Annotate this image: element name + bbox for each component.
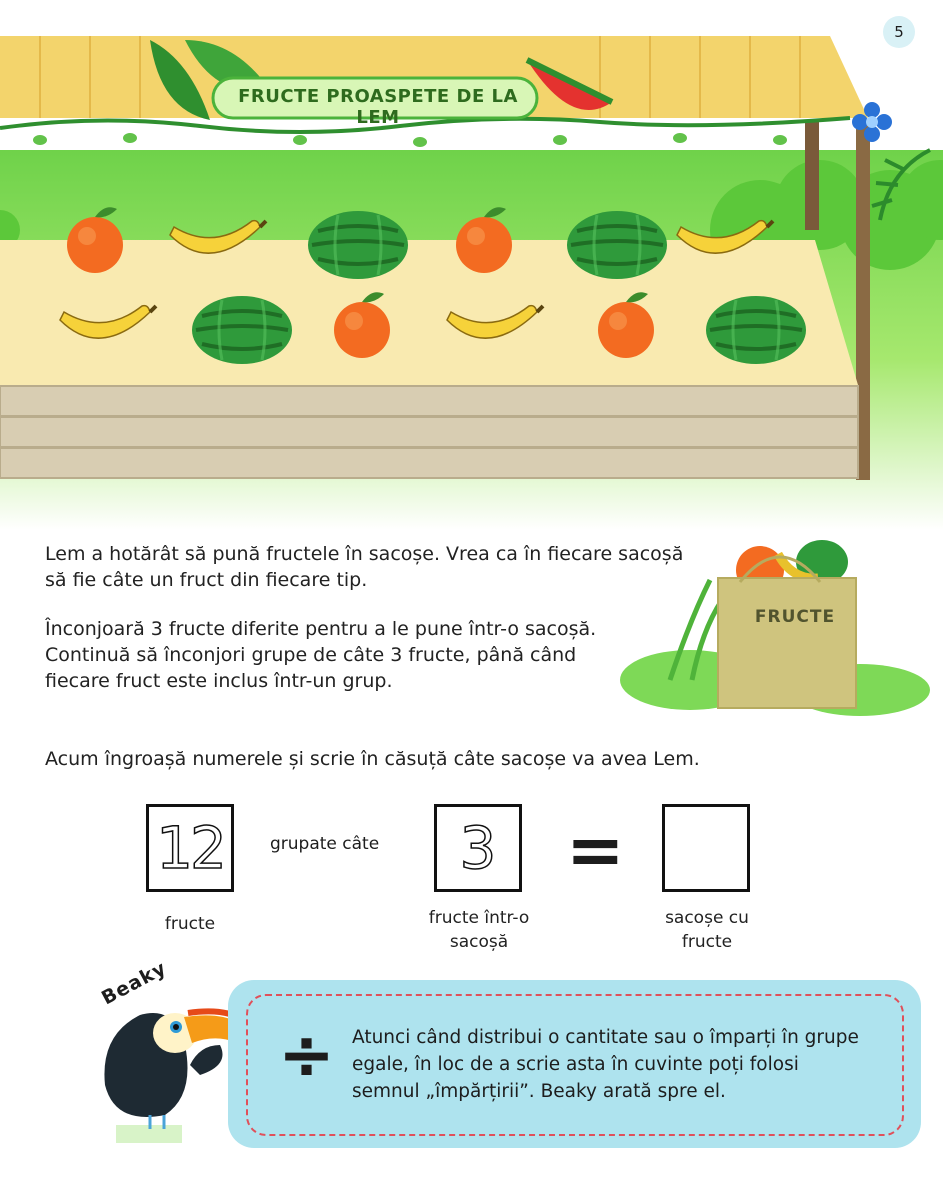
dividend-dotted-number: 12 — [156, 814, 224, 882]
answer-caption-line2: fructe — [681, 932, 733, 952]
fruit-stall-illustration — [0, 0, 943, 530]
page-number: 5 — [883, 16, 915, 48]
equals-sign: = — [566, 809, 625, 891]
fruit-bag — [718, 578, 856, 708]
grouped-by-text: grupate câte — [270, 834, 380, 854]
answer-caption-line1: sacoșe cu — [665, 908, 749, 928]
watermelon-fruit[interactable] — [192, 296, 292, 364]
dividend-caption: fructe — [164, 914, 216, 934]
answer-box[interactable] — [662, 804, 750, 892]
watermelon-fruit[interactable] — [308, 211, 408, 279]
watermelon-fruit[interactable] — [567, 211, 667, 279]
instruction-paragraph-3: Acum îngroașă numerele și scrie în căsuță câte sacoșe va avea Lem. — [45, 748, 700, 770]
stall-planks — [0, 386, 858, 478]
divisor-dotted-number: 3 — [459, 814, 497, 882]
character-name: Beaky — [98, 957, 171, 1010]
instruction-paragraph-1: Lem a hotărât să pună fructele în sacoșe. Vrea ca în fiecare sacoșă să fie câte un fruct din fiecare tip. — [45, 543, 684, 591]
watermelon-fruit[interactable] — [706, 296, 806, 364]
stall-post-back — [805, 120, 819, 230]
answer-value — [665, 807, 747, 889]
divisor-caption-line1: fructe într-o — [428, 908, 530, 928]
stall-sign-text: FRUCTE PROASPETE DE LA LEM — [238, 86, 518, 128]
instruction-paragraph-2: Înconjoară 3 fructe diferite pentru a le pune într-o sacoșă. Continuă să înconjori grupe de câte 3 fructe, până când fiecare fruct este inclus într-un grup. — [45, 618, 597, 692]
dividend-box[interactable] — [146, 804, 234, 892]
divisor-box[interactable] — [434, 804, 522, 892]
division-sign-icon: ÷ — [278, 1016, 335, 1095]
divisor-caption-line2: sacoșă — [449, 932, 509, 952]
info-box-text: Atunci când distribui o cantitate sau o împarți în grupe egale, în loc de a scrie asta în cuvinte poți folosi semnul „împărțirii”. Beaky arată spre el. — [352, 1027, 859, 1102]
bag-label: FRUCTE — [754, 607, 836, 627]
